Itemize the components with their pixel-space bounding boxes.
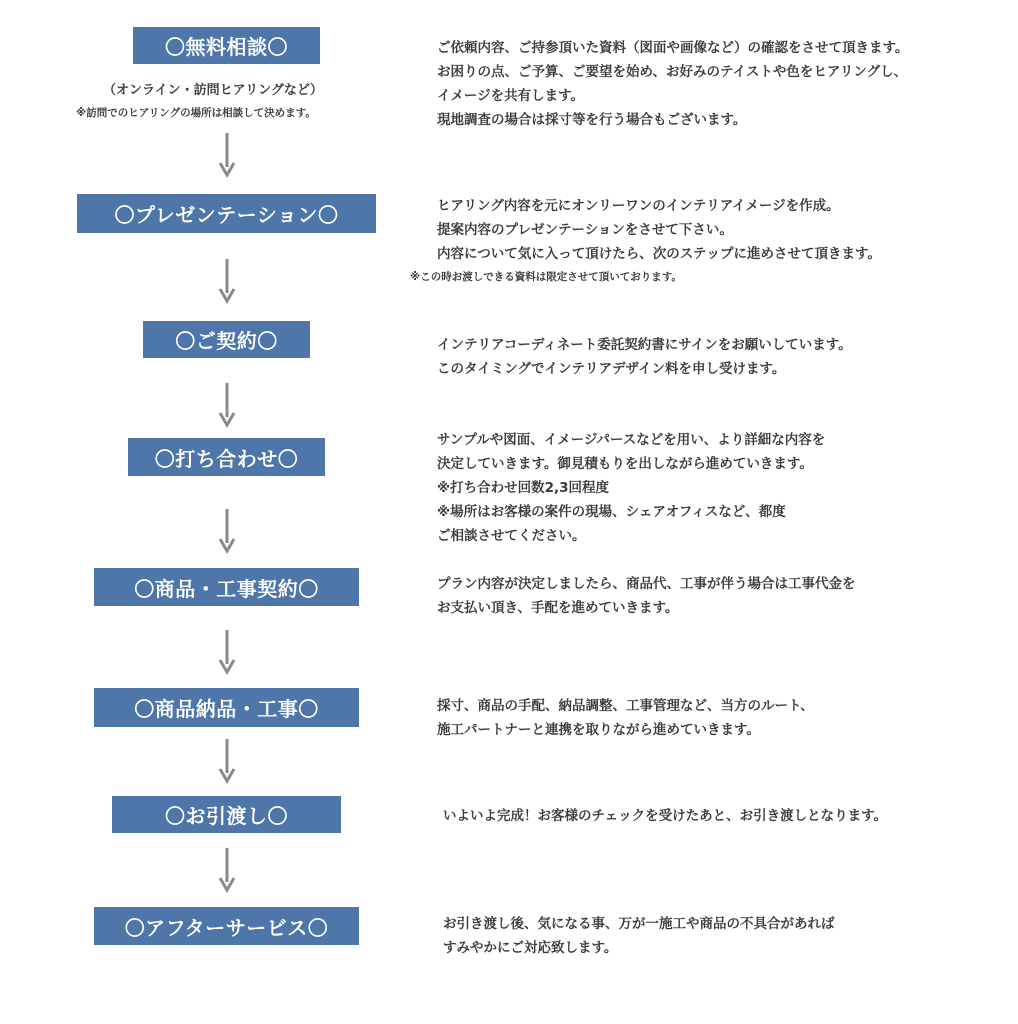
down-arrow-icon [217,630,237,676]
step-2-line-3: 内容について気に入って頂けたら、次のステップに進めさせて頂きます。 [437,246,881,262]
step-4-title: 〇打ち合わせ〇 [128,438,325,476]
step-2-line-2: 提案内容のプレゼンテーションをさせて下さい。 [437,222,733,238]
step-5-line-1: プラン内容が決定しましたら、商品代、工事が伴う場合は工事代金を [437,576,856,592]
step-5-title: 〇商品・工事契約〇 [94,568,359,606]
step-8-title: 〇アフターサービス〇 [94,907,359,945]
step-5-line-2: お支払い頂き、手配を進めていきます。 [437,600,679,616]
step-6-title: 〇商品納品・工事〇 [94,688,359,727]
step-7-description [443,804,887,828]
step-8-description [443,912,835,960]
step-1-line-2: お困りの点、ご予算、ご要望を始め、お好みのテイストや色をヒアリングし、 [437,64,908,80]
step-1-subtitle: （オンライン・訪問ヒアリングなど） [103,83,323,98]
step-1-line-1: ご依頼内容、ご持参頂いた資料（図面や画像など）の確認をさせて頂きます。 [437,40,909,56]
step-1-description [437,36,908,132]
step-4-line-3: ※打ち合わせ回数2,3回程度 [437,480,610,496]
step-4-description [437,428,825,548]
down-arrow-icon [217,848,237,894]
step-8-line-2: すみやかにご対応致します。 [443,940,618,956]
step-1-line-4: 現地調査の場合は採寸等を行う場合もございます。 [437,112,747,128]
step-6-line-2: 施工パートナーと連携を取りながら進めていきます。 [437,722,760,738]
step-3-line-2: このタイミングでインテリアデザイン料を申し受けます。 [437,361,786,377]
step-5-description [437,572,856,620]
step-4-line-1: サンプルや図面、イメージパースなどを用い、より詳細な内容を [437,432,826,448]
step-4-line-4: ※場所はお客様の案件の現場、シェアオフィスなど、都度 [437,504,786,520]
step-2-description [437,194,881,266]
step-2-line-1: ヒアリング内容を元にオンリーワンのインテリアイメージを作成。 [437,198,840,214]
step-3-description [437,333,852,381]
step-7-line-1: いよいよ完成！お客様のチェックを受けたあと、お引き渡しとなります。 [443,808,888,824]
down-arrow-icon [217,259,237,305]
step-2-title: 〇プレゼンテーション〇 [77,194,376,233]
step-7-title: 〇お引渡し〇 [112,796,341,833]
step-4-line-2: 決定していきます。御見積もりを出しながら進めていきます。 [437,456,813,472]
step-1-line-3: イメージを共有します。 [437,88,585,104]
step-8-line-1: お引き渡し後、気になる事、万が一施工や商品の不具合があれば [443,916,835,932]
step-3-title: 〇ご契約〇 [143,321,310,358]
step-1-subnote: ※訪問でのヒアリングの場所は相談して決めます。 [76,107,316,119]
step-4-line-5: ご相談させてください。 [437,528,586,544]
step-6-line-1: 採寸、商品の手配、納品調整、工事管理など、当方のルート、 [437,698,814,714]
step-3-line-1: インテリアコーディネート委託契約書にサインをお願いしています。 [437,337,852,353]
step-2-note: ※この時お渡しできる資料は限定させて頂いております。 [410,271,682,283]
step-1-title: 〇無料相談〇 [133,27,320,64]
down-arrow-icon [217,133,237,179]
down-arrow-icon [217,739,237,785]
down-arrow-icon [217,383,237,429]
step-6-description [437,694,814,742]
down-arrow-icon [217,509,237,555]
